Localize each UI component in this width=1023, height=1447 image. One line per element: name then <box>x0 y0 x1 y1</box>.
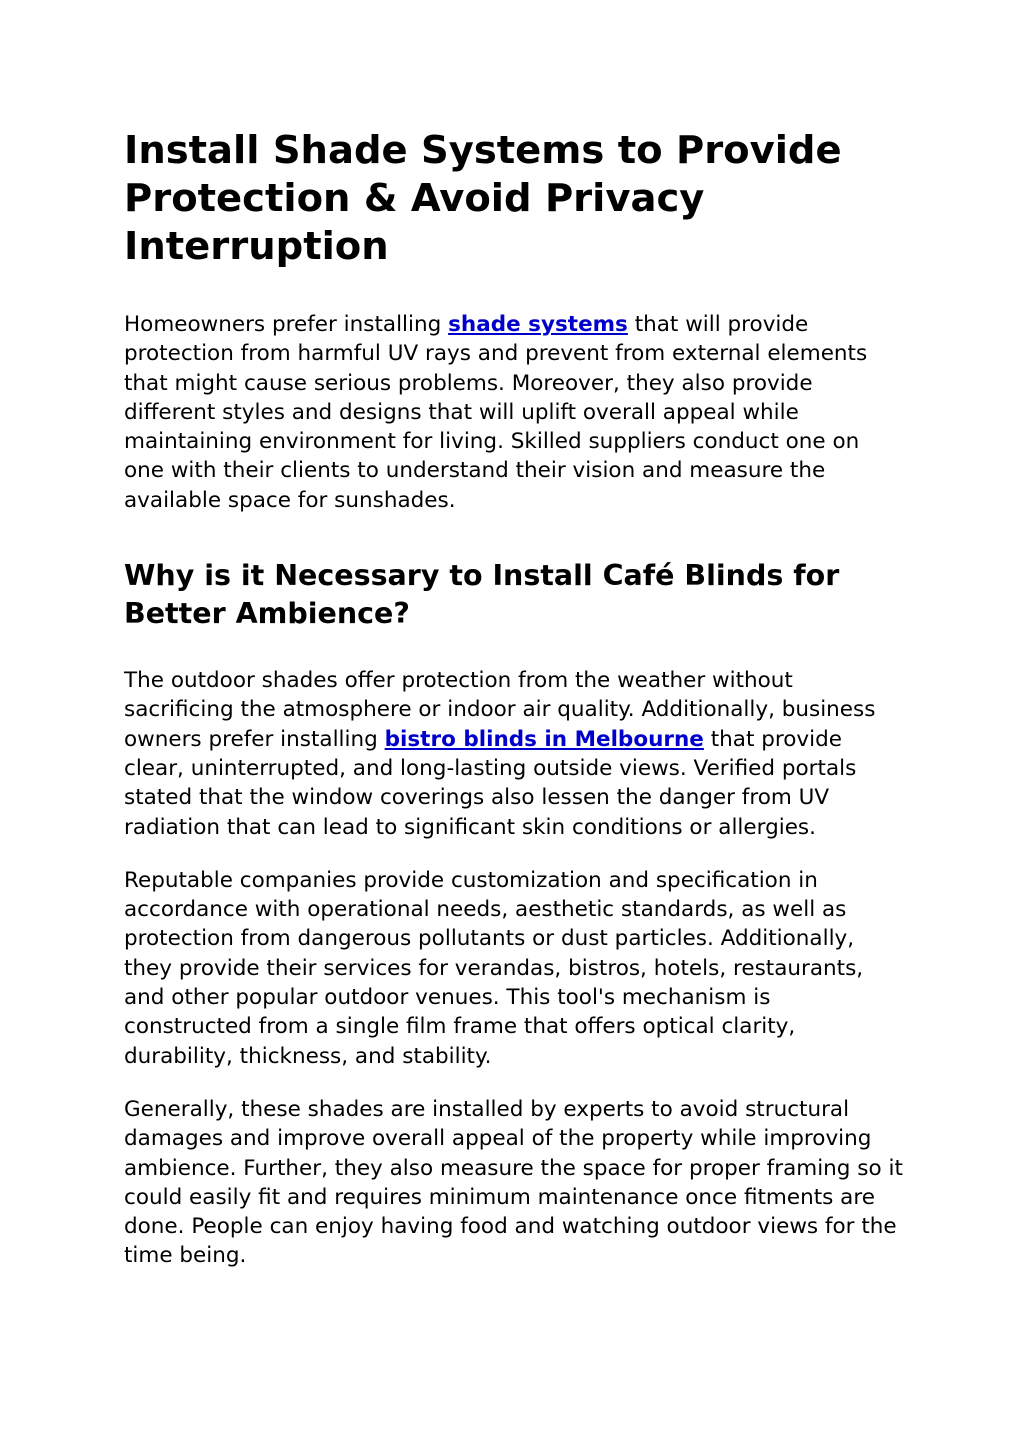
page-title: Install Shade Systems to Provide Protection & Avoid Privacy Interruption <box>124 128 842 269</box>
paragraph2-text-end: that provide clear, uninterrupted, and long-lasting outside views. Verified portals stated that the window coverings also lessen the danger from UV radiation that can lead to significant skin conditions or allergies. <box>124 726 857 840</box>
paragraph2-text-start: The outdoor shades offer protection from the weather without sacrificing the atmosphere or indoor air quality. Additionally, business owners prefer installing <box>124 668 876 752</box>
paragraph-outdoor-shades <box>124 666 904 842</box>
intro-text-start: Homeowners prefer installing <box>124 312 449 337</box>
document-page <box>124 127 904 1271</box>
paragraph-installation: Generally, these shades are installed by experts to avoid structural damages and improve overall appeal of the property while improving ambience. Further, they also measure the space for proper framing so it could easily fit and requires minimum maintenance once fitments are done. People can enjoy having food and watching outdoor views for the time being. <box>124 1096 903 1269</box>
bistro-blinds-link[interactable]: bistro blinds in Melbourne <box>384 726 704 752</box>
shade-systems-link[interactable]: shade systems <box>448 312 628 337</box>
paragraph-reputable-companies: Reputable companies provide customization and specification in accordance with operational needs, aesthetic standards, as well as protection from dangerous pollutants or dust particles. Additionally, they provide their services for verandas, bistros, hotels, restaurants, and other popular outdoor venues. This tool's mechanism is constructed from a single film frame that offers optical clarity, durability, thickness, and stability. <box>124 867 864 1069</box>
intro-paragraph <box>124 310 904 515</box>
intro-text-end: that will provide protection from harmful UV rays and prevent from external elements that might cause serious problems. Moreover, they also provide different styles and designs that will uplift overall appeal while maintaining environment for living. Skilled suppliers conduct one on one with their clients to understand their vision and measure the available space for sunshades. <box>124 312 868 513</box>
section-heading: Why is it Necessary to Install Café Blinds for Better Ambience? <box>124 559 840 631</box>
